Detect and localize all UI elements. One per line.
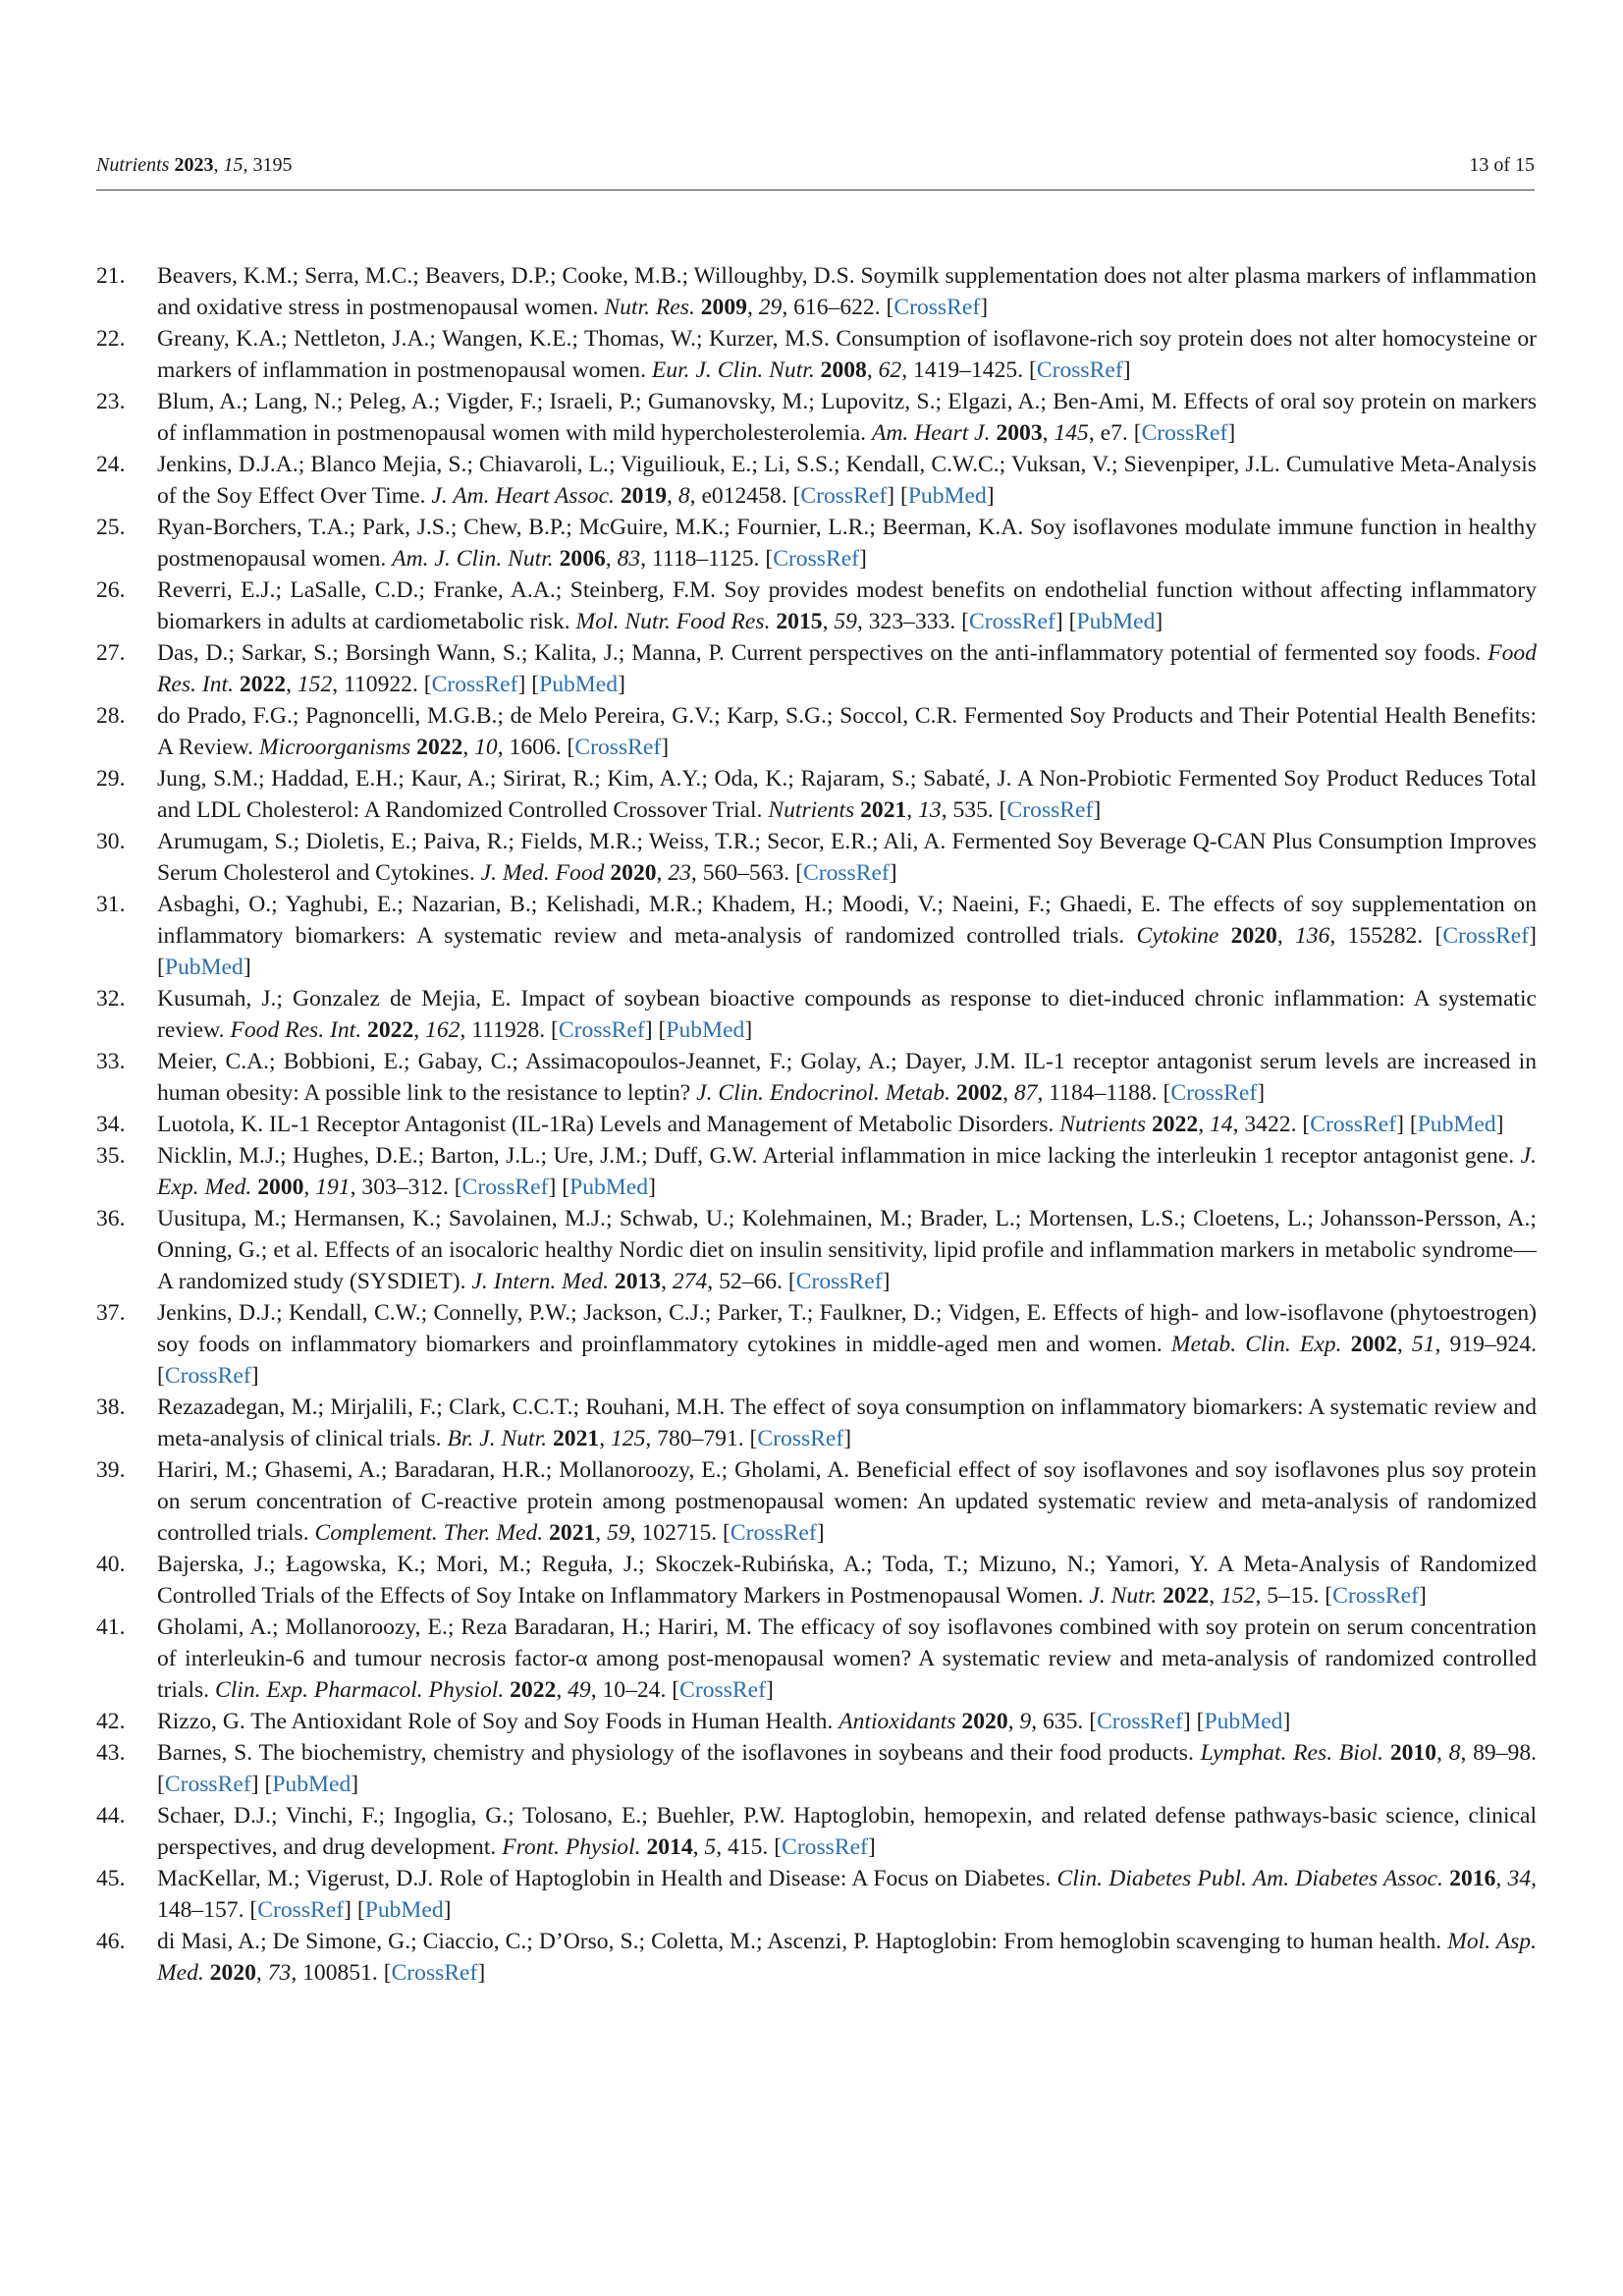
reference-authors-title: Barnes, S. The biochemistry, chemistry and physiology of the isoflavones in soybeans and their food products. [157,1740,1194,1766]
reference-year: 2002 [955,1080,1003,1106]
reference-volume: 125 [610,1426,646,1451]
page-number: 13 of 15 [1469,154,1535,176]
reference-pages: 560–563. [702,860,790,886]
crossref-link[interactable]: CrossRef [257,1897,345,1923]
crossref-link[interactable]: CrossRef [1141,420,1228,446]
pubmed-link[interactable]: PubMed [164,955,243,980]
reference-year: 2013 [614,1269,662,1294]
crossref-link[interactable]: CrossRef [1097,1709,1183,1734]
reference-year: 2009 [700,295,747,320]
reference-number: 43. [96,1740,126,1766]
pubmed-link[interactable]: PubMed [272,1772,352,1797]
reference-item [96,1737,1537,1800]
reference-year: 2022 [1152,1112,1199,1137]
reference-authors-title: MacKellar, M.; Vigerust, D.J. Role of Haptoglobin in Health and Disease: A Focus on Diabetes. [157,1866,1052,1891]
reference-volume: 59 [607,1520,630,1546]
crossref-link[interactable]: CrossRef [757,1426,844,1451]
reference-item [96,449,1537,512]
reference-pages: 5–15. [1267,1583,1320,1609]
reference-journal: J. Am. Heart Assoc. [431,483,615,509]
reference-item [96,1392,1537,1454]
reference-number: 37. [96,1300,126,1326]
reference-journal: Mol. Nutr. Food Res. [575,609,771,634]
reference-year: 2020 [209,1960,256,1986]
reference-pages: 110922. [344,672,418,697]
reference-text: Jung, S.M.; Haddad, E.H.; Kaur, A.; Sirirat, R.; Kim, A.Y.; Oda, K.; Rajaram, S.; Sabaté, J. A Non-Probiotic Fermented Soy Product Reduces Total and LDL Cholesterol: A Randomized Controlled Crossover Trial. Nutrients 2021, 13, 535. [CrossRef] [157,766,1537,823]
reference-journal: Cytokine [1136,923,1219,949]
reference-volume: 13 [918,797,942,823]
reference-volume: 8 [677,483,690,509]
crossref-link[interactable]: CrossRef [164,1363,251,1389]
crossref-link[interactable]: CrossRef [802,860,890,886]
reference-pages: e7. [1100,420,1128,446]
reference-text: Asbaghi, O.; Yaghubi, E.; Nazarian, B.; Kelishadi, M.R.; Khadem, H.; Moodi, V.; Naeini, F.; Ghaedi, E. The effects of soy supplementation on inflammatory biomarkers: A systematic review and meta-analysis of randomized controlled trials. Cytokine 2020, 136, 155282. [CrossRef] [PubMed] [157,892,1537,980]
reference-volume: 274 [672,1269,708,1294]
reference-authors-title: Nicklin, M.J.; Hughes, D.E.; Barton, J.L.; Ure, J.M.; Duff, G.W. Arterial inflammation in mice lacking the interleukin 1 receptor antagonist gene. [157,1143,1515,1169]
reference-authors-title: Das, D.; Sarkar, S.; Borsingh Wann, S.; Kalita, J.; Manna, P. Current perspectives on the anti-inflammatory potential of fermented soy foods. [157,640,1482,666]
pubmed-link[interactable]: PubMed [364,1897,444,1923]
pubmed-link[interactable]: PubMed [1076,609,1156,634]
crossref-link[interactable]: CrossRef [800,483,888,509]
reference-year: 2021 [549,1520,596,1546]
reference-number: 24. [96,452,126,477]
reference-item [96,1863,1537,1926]
reference-authors-title: Reverri, E.J.; LaSalle, C.D.; Franke, A.A.; Steinberg, F.M. Soy provides modest benefits on endothelial function without affecting inflammatory biomarkers in adults at cardiometabolic risk. [157,577,1537,634]
reference-pages: 10–24. [602,1677,667,1703]
reference-item [96,1140,1537,1203]
reference-volume: 9 [1019,1709,1032,1734]
reference-authors-title: Beavers, K.M.; Serra, M.C.; Beavers, D.P.; Cooke, M.B.; Willoughby, D.S. Soymilk supplementation does not alter plasma markers of inflammation and oxidative stress in postmenopausal women. [157,263,1537,320]
reference-year: 2006 [559,546,606,572]
reference-item [96,700,1537,763]
reference-volume: 49 [568,1677,591,1703]
reference-volume: 51 [1411,1332,1435,1357]
reference-text: Blum, A.; Lang, N.; Peleg, A.; Vigder, F.; Israeli, P.; Gumanovsky, M.; Lupovitz, S.; Elgazi, A.; Ben-Ami, M. Effects of oral soy protein on markers of inflammation in postmenopausal women with mild hypercholesterolemia. Am. Heart J. 2003, 145, e7. [CrossRef] [157,389,1537,446]
page-header [96,154,1535,191]
reference-item [96,1454,1537,1549]
reference-authors-title: Schaer, D.J.; Vinchi, F.; Ingoglia, G.; Tolosano, E.; Buehler, P.W. Haptoglobin, hemopexin, and related defense pathways-basic science, clinical perspectives, and drug development. [157,1803,1537,1860]
pubmed-link[interactable]: PubMed [1204,1709,1283,1734]
reference-year: 2022 [416,735,463,760]
journal-year: 2023 [174,154,214,176]
pubmed-link[interactable]: PubMed [569,1175,649,1200]
reference-item [96,1926,1537,1989]
reference-number: 21. [96,263,126,289]
reference-volume: 87 [1013,1080,1038,1106]
crossref-link[interactable]: CrossRef [679,1677,766,1703]
reference-year: 2000 [257,1175,304,1200]
pubmed-link[interactable]: PubMed [907,483,987,509]
reference-authors-title: Ryan-Borchers, T.A.; Park, J.S.; Chew, B.P.; McGuire, M.K.; Fournier, L.R.; Beerman, K.A. Soy isoflavones modulate immune function in healthy postmenopausal women. [157,515,1537,572]
reference-pages: 616–622. [793,295,881,320]
reference-number: 46. [96,1929,126,1954]
reference-number: 33. [96,1049,126,1074]
reference-journal: Clin. Exp. Pharmacol. Physiol. [214,1677,505,1703]
reference-item [96,1203,1537,1297]
reference-text: MacKellar, M.; Vigerust, D.J. Role of Haptoglobin in Health and Disease: A Focus on Diabetes. Clin. Diabetes Publ. Am. Diabetes Assoc. 2016, 34, 148–157. [CrossRef] [PubMed] [157,1866,1538,1923]
reference-journal: Food Res. Int. [230,1017,362,1043]
reference-text: Ryan-Borchers, T.A.; Park, J.S.; Chew, B.P.; McGuire, M.K.; Fournier, L.R.; Beerman, K.A. Soy isoflavones modulate immune function in healthy postmenopausal women. Am. J. Clin. Nutr. 2006, 83, 1118–1125. [CrossRef] [157,515,1537,572]
reference-authors-title: di Masi, A.; De Simone, G.; Ciaccio, C.; D’Orso, S.; Coletta, M.; Ascenzi, P. Haptoglobin: From hemoglobin scavenging to human health. [157,1929,1442,1954]
reference-item [96,1612,1537,1706]
reference-volume: 152 [1220,1583,1256,1609]
journal-name: Nutrients [96,154,170,176]
reference-journal: Am. J. Clin. Nutr. [392,546,554,572]
reference-journal: Complement. Ther. Med. [314,1520,544,1546]
reference-journal: Lymphat. Res. Biol. [1200,1740,1384,1766]
reference-text: Beavers, K.M.; Serra, M.C.; Beavers, D.P.; Cooke, M.B.; Willoughby, D.S. Soymilk supplementation does not alter plasma markers of inflammation and oxidative stress in postmenopausal women. Nutr. Res. 2009, 29, 616–622. [CrossRef] [157,263,1537,320]
reference-journal: Mol. Asp. Med. [157,1929,1537,1986]
reference-item [96,1046,1537,1109]
reference-authors-title: Asbaghi, O.; Yaghubi, E.; Nazarian, B.; Kelishadi, M.R.; Khadem, H.; Moodi, V.; Naeini, F.; Ghaedi, E. The effects of soy supplementation on inflammatory biomarkers: A systematic review and meta-analysis of randomized controlled trials. [157,892,1537,949]
reference-journal: Nutr. Res. [604,295,695,320]
reference-volume: 59 [834,609,857,634]
reference-number: 40. [96,1552,126,1577]
crossref-link[interactable]: CrossRef [969,609,1055,634]
reference-item [96,1109,1537,1140]
reference-authors-title: Jenkins, D.J.; Kendall, C.W.; Connelly, P.W.; Jackson, C.J.; Parker, T.; Faulkner, D.; Vidgen, E. Effects of high- and low-isoflavone (phytoestrogen) soy foods on inflammatory biomarkers and proinflammatory cytokines in middle-aged men and women. [157,1300,1537,1357]
reference-number: 32. [96,986,126,1011]
crossref-link[interactable]: CrossRef [558,1017,645,1043]
crossref-link[interactable]: CrossRef [461,1175,549,1200]
reference-year: 2010 [1389,1740,1437,1766]
reference-journal: J. Clin. Endocrinol. Metab. [696,1080,950,1106]
reference-year: 2019 [620,483,668,509]
reference-journal: J. Intern. Med. [471,1269,609,1294]
reference-item [96,983,1537,1046]
reference-pages: 323–333. [868,609,956,634]
reference-number: 26. [96,577,126,603]
reference-journal: Am. Heart J. [871,420,991,446]
crossref-link[interactable]: CrossRef [1442,923,1530,949]
reference-journal: Nutrients [768,797,855,823]
crossref-link[interactable]: CrossRef [431,672,518,697]
reference-pages: 535. [952,797,994,823]
reference-text: Gholami, A.; Mollanoroozy, E.; Reza Baradaran, H.; Hariri, M. The efficacy of soy isoflavones combined with soy protein on serum concentration of interleukin-6 and tumour necrosis factor-α among post-menopausal women? A systematic review and meta-analysis of randomized controlled trials. Clin. Exp. Pharmacol. Physiol. 2022, 49, 10–24. [CrossRef] [157,1614,1537,1703]
reference-authors-title: Arumugam, S.; Dioletis, E.; Paiva, R.; Fields, M.R.; Weiss, T.R.; Secor, E.R.; Ali, A. Fermented Soy Beverage Q-CAN Plus Consumption Improves Serum Cholesterol and Cytokines. [157,829,1537,886]
reference-text: Meier, C.A.; Bobbioni, E.; Gabay, C.; Assimacopoulos-Jeannet, F.; Golay, A.; Dayer, J.M. IL-1 receptor antagonist serum levels are increased in human obesity: A possible link to the resistance to leptin? J. Clin. Endocrinol. Metab. 2002, 87, 1184–1188. [CrossRef] [157,1049,1537,1106]
reference-pages: 52–66. [719,1269,783,1294]
reference-volume: 73 [267,1960,292,1986]
reference-volume: 10 [474,735,498,760]
reference-journal: Nutrients [1059,1112,1147,1137]
reference-journal: Food Res. Int. [157,640,1537,697]
reference-year: 2021 [860,797,907,823]
reference-number: 35. [96,1143,126,1169]
reference-authors-title: Rezazadegan, M.; Mirjalili, F.; Clark, C.C.T.; Rouhani, M.H. The effect of soya consumption on inflammatory biomarkers: A systematic review and meta-analysis of clinical trials. [157,1394,1537,1451]
reference-number: 41. [96,1614,126,1640]
reference-volume: 5 [704,1834,717,1860]
reference-text: Luotola, K. IL-1 Receptor Antagonist (IL-1Ra) Levels and Management of Metabolic Disorders. Nutrients 2022, 14, 3422. [CrossRef] [PubMed] [157,1112,1504,1137]
reference-authors-title: Bajerska, J.; Łagowska, K.; Mori, M.; Reguła, J.; Skoczek-Rubińska, A.; Toda, T.; Mizuno, N.; Yamori, Y. A Meta-Analysis of Randomized Controlled Trials of the Effects of Soy Intake on Inflammatory Markers in Postmenopausal Women. [157,1552,1537,1609]
reference-item [96,574,1537,637]
reference-volume: 14 [1209,1112,1233,1137]
reference-journal: Clin. Diabetes Publ. Am. Diabetes Assoc. [1056,1866,1443,1891]
reference-year: 2014 [646,1834,693,1860]
reference-volume: 191 [315,1175,351,1200]
reference-authors-title: Kusumah, J.; Gonzalez de Mejia, E. Impact of soybean bioactive compounds as response to diet-induced chronic inflammation: A systematic review. [157,986,1537,1043]
reference-item [96,386,1537,449]
reference-year: 2020 [1230,923,1277,949]
reference-number: 44. [96,1803,126,1829]
reference-authors-title: Hariri, M.; Ghasemi, A.; Baradaran, H.R.; Mollanoroozy, E.; Gholami, A. Beneficial effect of soy isoflavones and soy isoflavones plus soy protein on serum concentration of C-reactive protein among postmenopausal women: An updated systematic review and meta-analysis of randomized controlled trials. [157,1457,1537,1546]
reference-number: 27. [96,640,126,666]
reference-number: 30. [96,829,126,854]
reference-volume: 145 [1054,420,1089,446]
reference-number: 25. [96,515,126,540]
reference-year: 2003 [996,420,1043,446]
reference-authors-title: Luotola, K. IL-1 Receptor Antagonist (IL-1Ra) Levels and Management of Metabolic Disorders. [157,1112,1055,1137]
reference-journal: J. Nutr. [1089,1583,1158,1609]
reference-number: 39. [96,1457,126,1483]
reference-number: 22. [96,326,126,352]
reference-year: 2020 [610,860,657,886]
reference-year: 2008 [820,357,867,383]
reference-text: Greany, K.A.; Nettleton, J.A.; Wangen, K.E.; Thomas, W.; Kurzer, M.S. Consumption of isoflavone-rich soy protein does not alter homocysteine or markers of inflammation in postmenopausal women. Eur. J. Clin. Nutr. 2008, 62, 1419–1425. [CrossRef] [157,326,1537,383]
reference-authors-title: Gholami, A.; Mollanoroozy, E.; Reza Baradaran, H.; Hariri, M. The efficacy of soy isoflavones combined with soy protein on serum concentration of interleukin-6 and tumour necrosis factor-α among post-menopausal women? A systematic review and meta-analysis of randomized controlled trials. [157,1614,1537,1703]
reference-text: di Masi, A.; De Simone, G.; Ciaccio, C.; D’Orso, S.; Coletta, M.; Ascenzi, P. Haptoglobin: From hemoglobin scavenging to human health. Mol. Asp. Med. 2020, 73, 100851. [CrossRef] [157,1929,1537,1986]
reference-volume: 162 [425,1017,460,1043]
reference-number: 31. [96,892,126,917]
reference-number: 38. [96,1394,126,1420]
reference-item [96,260,1537,323]
pubmed-link[interactable]: PubMed [666,1017,745,1043]
reference-volume: 23 [668,860,691,886]
reference-number: 23. [96,389,126,414]
reference-year: 2021 [553,1426,600,1451]
reference-number: 45. [96,1866,126,1891]
reference-text: Hariri, M.; Ghasemi, A.; Baradaran, H.R.; Mollanoroozy, E.; Gholami, A. Beneficial effect of soy isoflavones and soy isoflavones plus soy protein on serum concentration of C-reactive protein among postmenopausal women: An updated systematic review and meta-analysis of randomized controlled trials. Complement. Ther. Med. 2021, 59, 102715. [CrossRef] [157,1457,1537,1546]
reference-journal: Front. Physiol. [502,1834,641,1860]
crossref-link[interactable]: CrossRef [574,735,662,760]
reference-authors-title: Uusitupa, M.; Hermansen, K.; Savolainen, M.J.; Schwab, U.; Kolehmainen, M.; Brader, L.; Mortensen, L.S.; Cloetens, L.; Johansson-Persson, A.; Onning, G.; et al. Effects of an isocaloric healthy Nordic diet on insulin sensitivity, lipid profile and inflammation markers in metabolic syndrome—A randomized study (SYSDIET). [157,1206,1537,1294]
reference-pages: 100851. [302,1960,378,1986]
reference-pages: 919–924. [1449,1332,1538,1357]
pubmed-link[interactable]: PubMed [1417,1112,1496,1137]
reference-text: Rizzo, G. The Antioxidant Role of Soy and Soy Foods in Human Health. Antioxidants 2020, 9, 635. [CrossRef] [PubMed] [157,1709,1291,1734]
crossref-link[interactable]: CrossRef [893,295,981,320]
reference-item [96,1800,1537,1863]
reference-journal: Microorganisms [258,735,411,760]
crossref-link[interactable]: CrossRef [782,1834,868,1860]
reference-authors-title: Blum, A.; Lang, N.; Peleg, A.; Vigder, F.; Israeli, P.; Gumanovsky, M.; Lupovitz, S.; Elgazi, A.; Ben-Ami, M. Effects of oral soy protein on markers of inflammation in postmenopausal women with mild hypercholesterolemia. [157,389,1537,446]
reference-pages: 111928. [471,1017,546,1043]
reference-text: Kusumah, J.; Gonzalez de Mejia, E. Impact of soybean bioactive compounds as response to diet-induced chronic inflammation: A systematic review. Food Res. Int. 2022, 162, 111928. [CrossRef] [PubMed] [157,986,1537,1043]
reference-item [96,889,1537,983]
reference-year: 2020 [961,1709,1008,1734]
reference-text: Barnes, S. The biochemistry, chemistry and physiology of the isoflavones in soybeans and their food products. Lymphat. Res. Biol. 2010, 8, 89–98. [CrossRef] [PubMed] [157,1740,1538,1797]
crossref-link[interactable]: CrossRef [1006,797,1094,823]
reference-volume: 29 [758,295,783,320]
crossref-link[interactable]: CrossRef [1332,1583,1419,1609]
reference-authors-title: Rizzo, G. The Antioxidant Role of Soy and Soy Foods in Human Health. [157,1709,834,1734]
reference-number: 29. [96,766,126,792]
reference-journal: Eur. J. Clin. Nutr. [651,357,815,383]
reference-pages: 1184–1188. [1049,1080,1158,1106]
reference-year: 2015 [776,609,823,634]
crossref-link[interactable]: CrossRef [164,1772,251,1797]
reference-pages: 1419–1425. [913,357,1024,383]
reference-text: Schaer, D.J.; Vinchi, F.; Ingoglia, G.; Tolosano, E.; Buehler, P.W. Haptoglobin, hemopexin, and related defense pathways-basic science, clinical perspectives, and drug development. Front. Physiol. 2014, 5, 415. [CrossRef] [157,1803,1537,1860]
reference-text: Arumugam, S.; Dioletis, E.; Paiva, R.; Fields, M.R.; Weiss, T.R.; Secor, E.R.; Ali, A. Fermented Soy Beverage Q-CAN Plus Consumption Improves Serum Cholesterol and Cytokines. J. Med. Food 2020, 23, 560–563. [CrossRef] [157,829,1537,886]
reference-number: 36. [96,1206,126,1231]
reference-journal: Metab. Clin. Exp. [1170,1332,1342,1357]
reference-number: 34. [96,1112,126,1137]
reference-list [96,260,1537,1989]
pubmed-link[interactable]: PubMed [539,672,619,697]
reference-pages: 1606. [509,735,562,760]
reference-volume: 34 [1507,1866,1532,1891]
reference-item [96,637,1537,700]
reference-item [96,1297,1537,1392]
reference-text: Uusitupa, M.; Hermansen, K.; Savolainen, M.J.; Schwab, U.; Kolehmainen, M.; Brader, L.; Mortensen, L.S.; Cloetens, L.; Johansson-Persson, A.; Onning, G.; et al. Effects of an isocaloric healthy Nordic diet on insulin sensitivity, lipid profile and inflammation markers in metabolic syndrome—A randomized study (SYSDIET). J. Intern. Med. 2013, 274, 52–66. [CrossRef] [157,1206,1537,1294]
crossref-link[interactable]: CrossRef [1170,1080,1258,1106]
reference-item [96,826,1537,889]
reference-journal: Br. J. Nutr. [447,1426,548,1451]
reference-text: Reverri, E.J.; LaSalle, C.D.; Franke, A.A.; Steinberg, F.M. Soy provides modest benefits on endothelial function without affecting inflammatory biomarkers in adults at cardiometabolic risk. Mol. Nutr. Food Res. 2015, 59, 323–333. [CrossRef] [PubMed] [157,577,1537,634]
reference-year: 2022 [510,1677,557,1703]
reference-pages: 635. [1043,1709,1084,1734]
reference-pages: 148–157. [157,1897,244,1923]
reference-year: 2022 [239,672,287,697]
journal-citation: Nutrients 2023, 15, 3195 [96,154,293,176]
reference-number: 28. [96,703,126,729]
reference-pages: 102715. [641,1520,718,1546]
reference-item [96,763,1537,826]
reference-text: Jenkins, D.J.; Kendall, C.W.; Connelly, P.W.; Jackson, C.J.; Parker, T.; Faulkner, D.; Vidgen, E. Effects of high- and low-isoflavone (phytoestrogen) soy foods on inflammatory biomarkers and proinflammatory cytokines in middle-aged men and women. Metab. Clin. Exp. 2002, 51, 919–924. [CrossRef] [157,1300,1538,1389]
article-number: 3195 [252,154,293,176]
reference-text: do Prado, F.G.; Pagnoncelli, M.G.B.; de Melo Pereira, G.V.; Karp, S.G.; Soccol, C.R. Fermented Soy Products and Their Potential Health Benefits: A Review. Microorganisms 2022, 10, 1606. [CrossRef] [157,703,1537,760]
reference-item [96,323,1537,386]
reference-text: Das, D.; Sarkar, S.; Borsingh Wann, S.; Kalita, J.; Manna, P. Current perspectives on the anti-inflammatory potential of fermented soy foods. Food Res. Int. 2022, 152, 110922. [CrossRef] [PubMed] [157,640,1537,697]
reference-pages: e012458. [701,483,787,509]
reference-authors-title: Jung, S.M.; Haddad, E.H.; Kaur, A.; Sirirat, R.; Kim, A.Y.; Oda, K.; Rajaram, S.; Sabaté, J. A Non-Probiotic Fermented Soy Product Reduces Total and LDL Cholesterol: A Randomized Controlled Crossover Trial. [157,766,1537,823]
reference-journal: J. Exp. Med. [157,1143,1537,1200]
reference-year: 2022 [1163,1583,1210,1609]
reference-volume: 136 [1294,923,1330,949]
crossref-link[interactable]: CrossRef [730,1520,817,1546]
reference-text: Jenkins, D.J.A.; Blanco Mejia, S.; Chiavaroli, L.; Viguiliouk, E.; Li, S.S.; Kendall, C.W.C.; Vuksan, V.; Sievenpiper, J.L. Cumulative Meta-Analysis of the Soy Effect Over Time. J. Am. Heart Assoc. 2019, 8, e012458. [CrossRef] [PubMed] [157,452,1537,509]
reference-authors-title: Greany, K.A.; Nettleton, J.A.; Wangen, K.E.; Thomas, W.; Kurzer, M.S. Consumption of isoflavone-rich soy protein does not alter homocysteine or markers of inflammation in postmenopausal women. [157,326,1537,383]
reference-pages: 155282. [1347,923,1424,949]
reference-pages: 303–312. [361,1175,449,1200]
reference-text: Bajerska, J.; Łagowska, K.; Mori, M.; Reguła, J.; Skoczek-Rubińska, A.; Toda, T.; Mizuno, N.; Yamori, Y. A Meta-Analysis of Randomized Controlled Trials of the Effects of Soy Intake on Inflammatory Markers in Postmenopausal Women. J. Nutr. 2022, 152, 5–15. [CrossRef] [157,1552,1537,1609]
reference-text: Nicklin, M.J.; Hughes, D.E.; Barton, J.L.; Ure, J.M.; Duff, G.W. Arterial inflammation in mice lacking the interleukin 1 receptor antagonist gene. J. Exp. Med. 2000, 191, 303–312. [CrossRef] [PubMed] [157,1143,1537,1200]
reference-authors-title: Jenkins, D.J.A.; Blanco Mejia, S.; Chiavaroli, L.; Viguiliouk, E.; Li, S.S.; Kendall, C.W.C.; Vuksan, V.; Sievenpiper, J.L. Cumulative Meta-Analysis of the Soy Effect Over Time. [157,452,1537,509]
reference-authors-title: do Prado, F.G.; Pagnoncelli, M.G.B.; de Melo Pereira, G.V.; Karp, S.G.; Soccol, C.R. Fermented Soy Products and Their Potential Health Benefits: A Review. [157,703,1537,760]
crossref-link[interactable]: CrossRef [795,1269,883,1294]
reference-pages: 415. [728,1834,769,1860]
reference-pages: 3422. [1244,1112,1297,1137]
reference-text: Rezazadegan, M.; Mirjalili, F.; Clark, C.C.T.; Rouhani, M.H. The effect of soya consumption on inflammatory biomarkers: A systematic review and meta-analysis of clinical trials. Br. J. Nutr. 2021, 125, 780–791. [CrossRef] [157,1394,1537,1451]
reference-volume: 83 [617,546,641,572]
crossref-link[interactable]: CrossRef [391,1960,478,1986]
reference-authors-title: Meier, C.A.; Bobbioni, E.; Gabay, C.; Assimacopoulos-Jeannet, F.; Golay, A.; Dayer, J.M. IL-1 receptor antagonist serum levels are increased in human obesity: A possible link to the resistance to leptin? [157,1049,1537,1106]
reference-journal: Antioxidants [839,1709,956,1734]
reference-journal: J. Med. Food [480,860,605,886]
crossref-link[interactable]: CrossRef [773,546,860,572]
reference-volume: 152 [297,672,333,697]
reference-pages: 89–98. [1473,1740,1538,1766]
reference-pages: 780–791. [657,1426,744,1451]
reference-item [96,1706,1537,1737]
crossref-link[interactable]: CrossRef [1310,1112,1397,1137]
reference-volume: 8 [1448,1740,1461,1766]
journal-volume: 15 [223,154,243,176]
reference-year: 2002 [1350,1332,1397,1357]
reference-year: 2016 [1449,1866,1496,1891]
reference-item [96,512,1537,574]
reference-volume: 62 [878,357,902,383]
reference-number: 42. [96,1709,126,1734]
reference-pages: 1118–1125. [651,546,760,572]
reference-year: 2022 [367,1017,414,1043]
reference-item [96,1549,1537,1612]
crossref-link[interactable]: CrossRef [1036,357,1123,383]
